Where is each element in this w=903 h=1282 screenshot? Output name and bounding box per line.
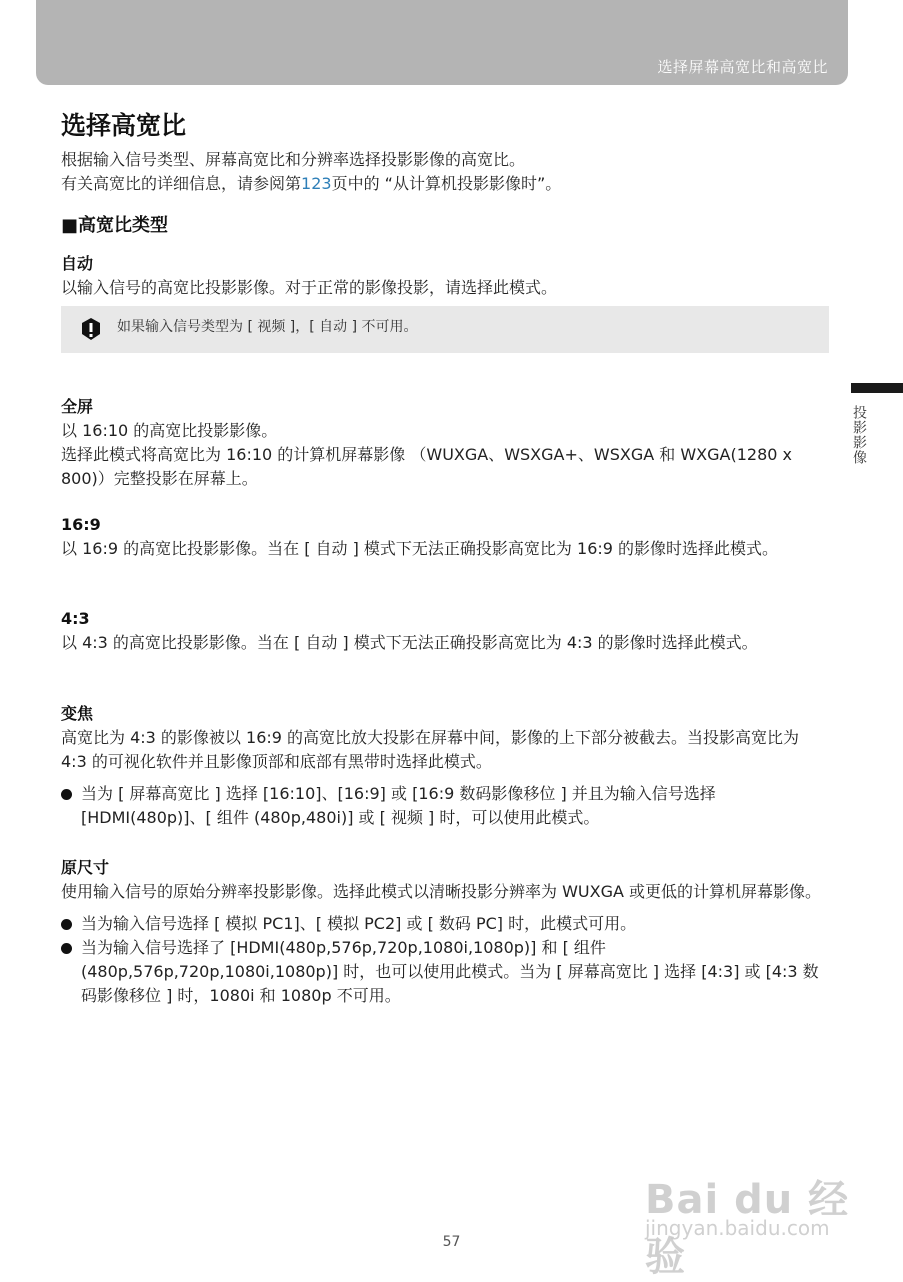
- intro-prefix: 有关高宽比的详细信息，请参阅第: [61, 174, 302, 193]
- zoom-section: [61, 702, 821, 830]
- list-item: [61, 912, 821, 936]
- native-title: 原尺寸: [61, 858, 110, 877]
- page-number: 57: [442, 1234, 461, 1250]
- ratio-4-3-title: 4:3: [61, 609, 90, 628]
- watermark-url: jingyan.baidu.com: [645, 1216, 830, 1240]
- caution-icon: [79, 317, 103, 341]
- ratio-4-3-section: [61, 607, 821, 655]
- zoom-desc: 高宽比为 4:3 的影像被以 16:9 的高宽比放大投影在屏幕中间，影像的上下部分被截去。当投影高宽比为 4:3 的可视化软件并且影像顶部和底部有黑带时选择此模式。: [61, 728, 800, 771]
- auto-title: 自动: [61, 254, 94, 273]
- ratio-16-9-section: [61, 513, 821, 561]
- watermark-logo: Bai du 经验: [645, 1177, 850, 1280]
- native-bullet-list: [61, 912, 821, 1008]
- zoom-title: 变焦: [61, 704, 94, 723]
- intro-line-2: [61, 172, 561, 196]
- auto-desc: 以输入信号的高宽比投影影像。对于正常的影像投影，请选择此模式。: [61, 278, 558, 297]
- ratio-16-9-title: 16:9: [61, 515, 101, 534]
- bullet-icon: [61, 789, 72, 800]
- auto-section: [61, 252, 821, 300]
- page-reference-link[interactable]: 123: [301, 174, 332, 193]
- side-tab-label: 投影影像: [851, 405, 867, 465]
- bullet-icon: [61, 943, 72, 954]
- header-bar: [36, 0, 848, 85]
- zoom-bullet-1: 当为 [ 屏幕高宽比 ] 选择 [16:10]、[16:9] 或 [16:9 数码影像移位 ] 并且为输入信号选择 [HDMI(480p)]、[ 组件 (480p,480i)] 或 [ 视频 ] 时，可以使用此模式。: [81, 784, 716, 827]
- intro-suffix: 页中的 “从计算机投影影像时”。: [331, 174, 562, 193]
- section-heading: ■高宽比类型: [61, 215, 169, 236]
- native-section: [61, 856, 821, 1008]
- side-tab-marker: [851, 383, 903, 393]
- ratio-16-9-desc: 以 16:9 的高宽比投影影像。当在 [ 自动 ] 模式下无法正确投影高宽比为 16:9 的影像时选择此模式。: [61, 539, 779, 558]
- ratio-4-3-desc: 以 4:3 的高宽比投影影像。当在 [ 自动 ] 模式下无法正确投影高宽比为 4:3 的影像时选择此模式。: [61, 633, 758, 652]
- list-item: [61, 936, 821, 1008]
- note-text: 如果输入信号类型为 [ 视频 ]，[ 自动 ] 不可用。: [117, 319, 418, 335]
- intro-line-1: 根据输入信号类型、屏幕高宽比和分辨率选择投影影像的高宽比。: [61, 150, 526, 169]
- full-title: 全屏: [61, 397, 94, 416]
- native-desc: 使用输入信号的原始分辨率投影影像。选择此模式以清晰投影分辨率为 WUXGA 或更低的计算机屏幕影像。: [61, 882, 822, 901]
- list-item: [61, 782, 821, 830]
- intro: [61, 148, 561, 196]
- full-line-1: 以 16:10 的高宽比投影影像。: [61, 421, 278, 440]
- note-box: [61, 306, 829, 353]
- full-line-2: 选择此模式将高宽比为 16:10 的计算机屏幕影像 （WUXGA、WSXGA+、WSXGA 和 WXGA(1280 x 800)）完整投影在屏幕上。: [61, 445, 792, 488]
- full-section: [61, 395, 821, 491]
- page-title: 选择高宽比: [61, 111, 187, 140]
- zoom-bullet-list: [61, 782, 821, 830]
- bullet-icon: [61, 919, 72, 930]
- header-title: 选择屏幕高宽比和高宽比: [657, 58, 828, 76]
- native-bullet-1: 当为输入信号选择 [ 模拟 PC1]、[ 模拟 PC2] 或 [ 数码 PC] 时，此模式可用。: [81, 914, 637, 933]
- native-bullet-2: 当为输入信号选择了 [HDMI(480p,576p,720p,1080i,1080p)] 和 [ 组件 (480p,576p,720p,1080i,1080p)] 时，也可以使用此模式。当为 [ 屏幕高宽比 ] 选择 [4:3] 或 [4:3 数码影像移位 ] 时，1080i 和 1080p 不可用。: [81, 938, 819, 1005]
